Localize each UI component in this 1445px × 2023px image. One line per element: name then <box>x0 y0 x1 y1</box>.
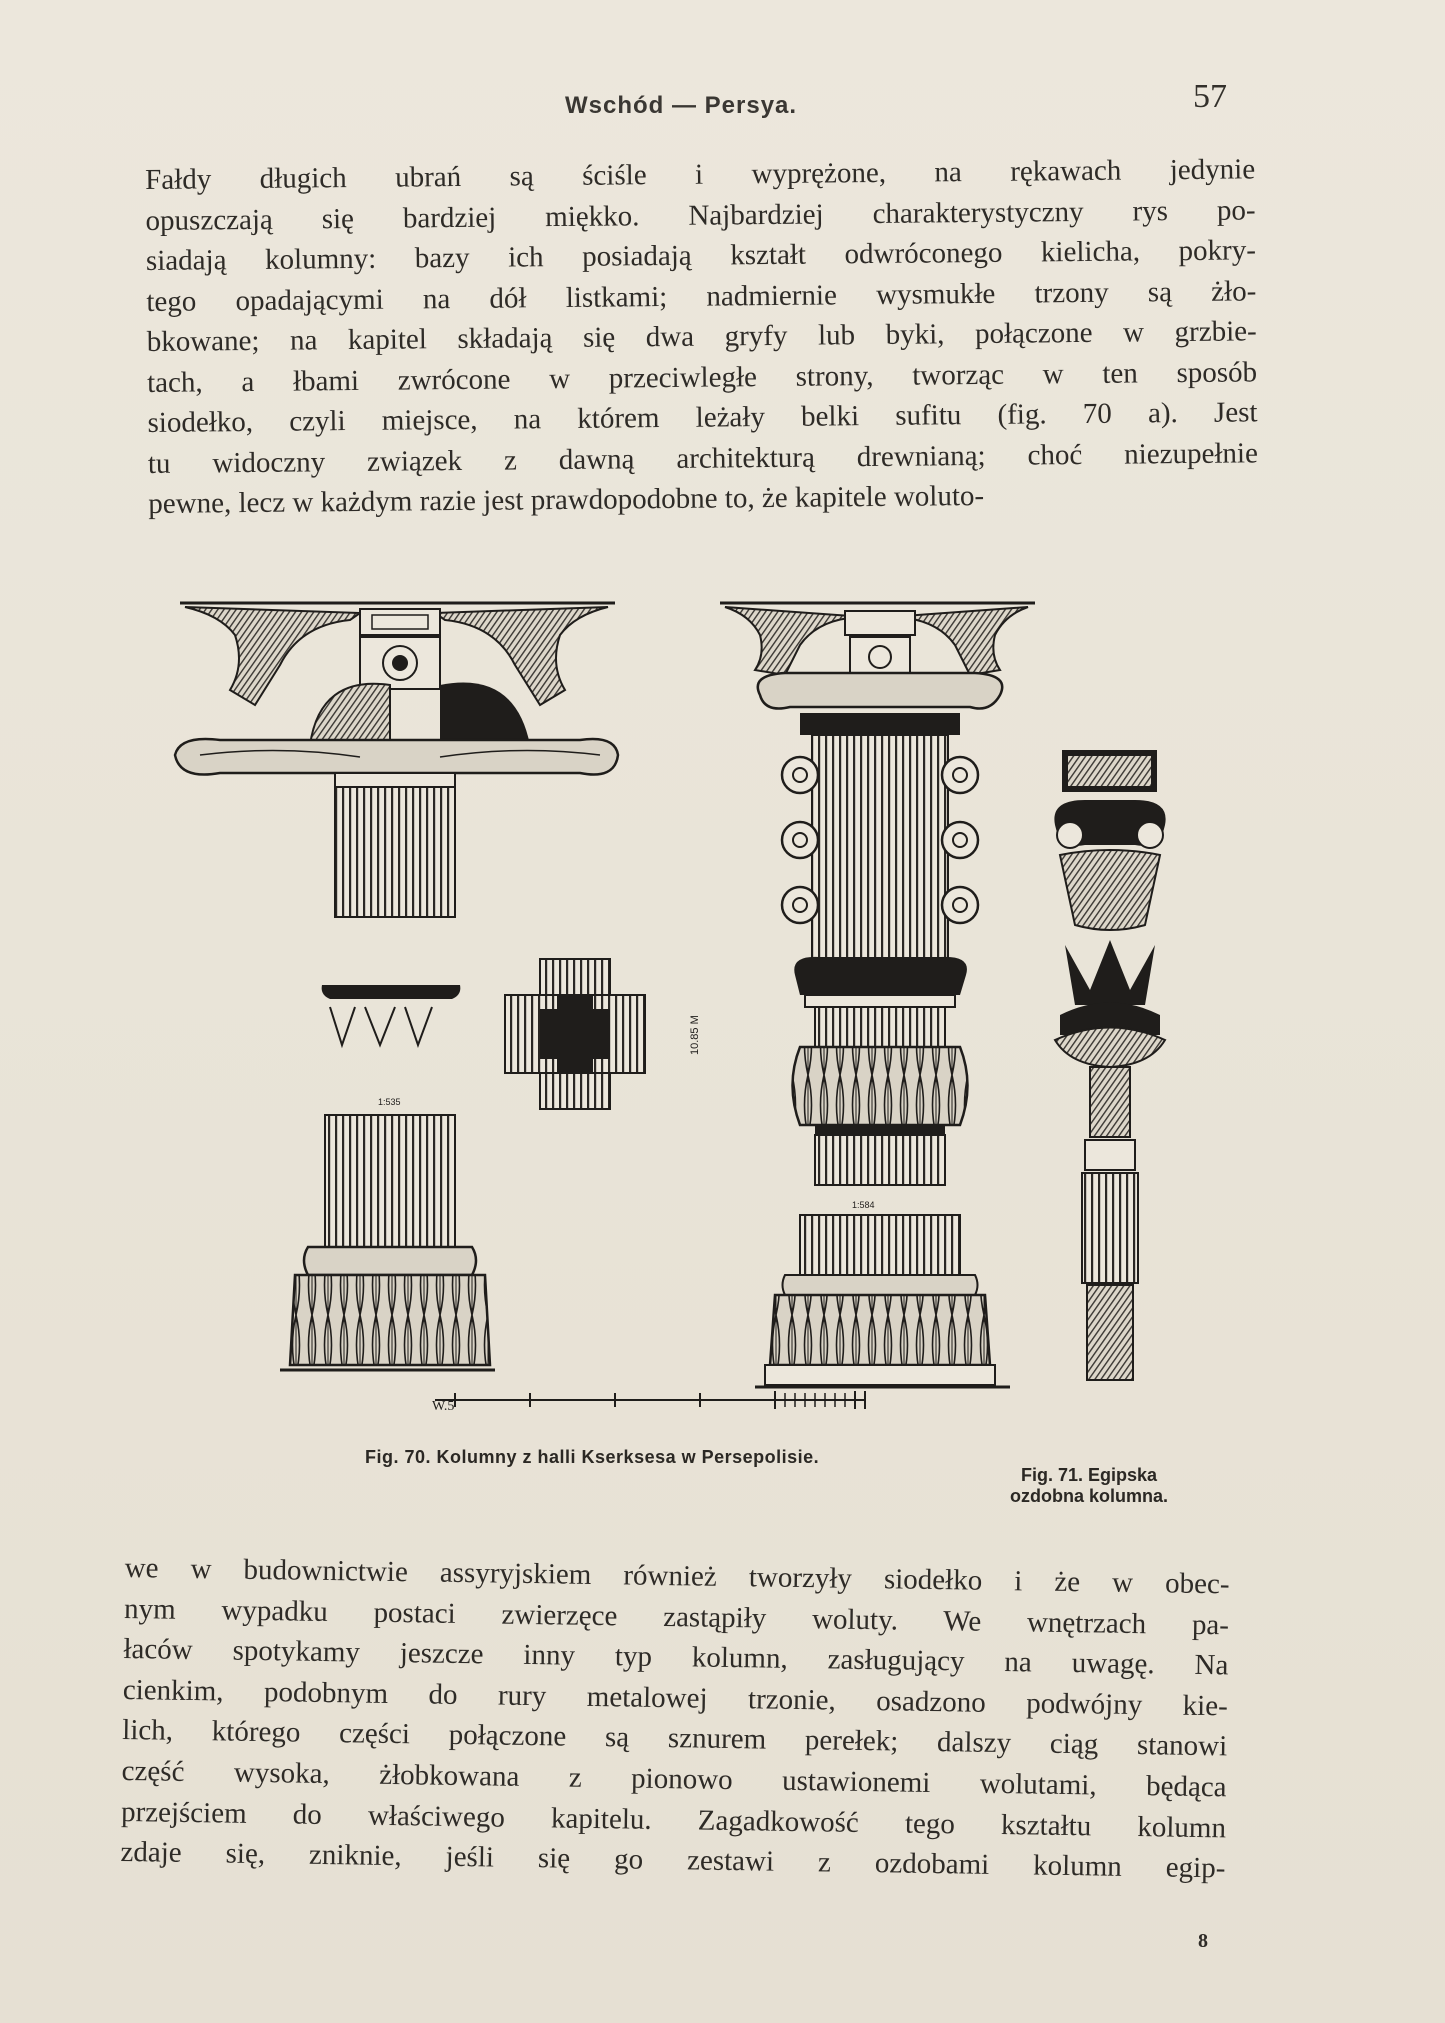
text-line: lich, którego części połączone są sznurem perełek; dalszy ciąg stanowi <box>122 1714 1228 1763</box>
fluted-shaft-upper <box>335 787 455 917</box>
text-block-top <box>145 149 1258 524</box>
text-line: część wysoka, żłobkowana z pionowo ustawionemi wolutami, będąca <box>121 1754 1227 1804</box>
bell-base-drawing <box>280 1247 495 1370</box>
text-line: zdaje się, zniknie, jeśli się go zestawi z ozdobami kolumn egip- <box>120 1836 1226 1885</box>
engraving-svg <box>160 595 1250 1425</box>
text-line: pewne, lecz w każdym razie jest prawdopodobne to, że kapitele woluto- <box>148 479 985 520</box>
text-line: we w budownictwie assyryjskiem również tworzyły siodełko i że w obec- <box>124 1551 1230 1601</box>
fluted-shaft-lower <box>325 1115 455 1247</box>
text-line: łaców spotykamy jeszcze inny typ kolumn, zasługujący na uwagę. Na <box>123 1633 1229 1682</box>
text-line: tu widoczny związek z dawną architekturą drewnianą; choć niezupełnie <box>147 436 1259 480</box>
egyptian-column-drawing <box>1054 750 1165 1380</box>
text-line: tach, a łbami zwrócone w przeciwległe strony, tworząc w ten sposób <box>146 355 1258 399</box>
mark-plan: 10.85 M <box>689 1015 701 1055</box>
running-head: Wschód — Persya. <box>565 92 798 119</box>
figure-71-caption-line: Fig. 71. Egipska <box>1020 1465 1158 1485</box>
figure-71-caption <box>1010 1465 1168 1507</box>
page-header <box>0 78 1445 128</box>
moulding-fragment <box>322 985 461 1045</box>
tall-column-drawing <box>720 603 1035 1387</box>
figure-70-caption: Fig. 70. Kolumny z halli Kserksesa w Persepolisie. <box>365 1447 820 1467</box>
column-plan-drawing <box>505 959 645 1109</box>
figure-71-caption-line: ozdobna kolumna. <box>1010 1486 1169 1506</box>
text-line: tego opadającymi na dół listkami; nadmiernie wysmukłe trzony są żło- <box>146 274 1257 318</box>
mark-base: 1:535 <box>378 1097 401 1107</box>
text-line: Fałdy długich ubrań są ściśle i wyprężone, na rękawach jedynie <box>145 153 1256 196</box>
page-number: 57 <box>1193 78 1227 115</box>
mark-shaft: 1:584 <box>852 1200 875 1210</box>
text-line: siadają kolumny: bazy ich posiadają kształt odwróconego kielicha, pokry- <box>145 234 1257 277</box>
text-block-bottom <box>120 1548 1230 1889</box>
text-line: nym wypadku postaci zwierzęce zastąpiły woluty. We wnętrzach pa- <box>123 1592 1230 1641</box>
text-line: opuszczają się bardziej miękko. Najbardziej charakterystyczny rys po- <box>145 193 1256 237</box>
scale-label: W.5 <box>432 1399 455 1414</box>
scale-bar <box>432 1391 865 1414</box>
text-line: cienkim, podobnym do rury metalowej trzonie, osadzono podwójny kie- <box>122 1673 1229 1723</box>
text-line: bkowane; na kapitel składają się dwa gryfy lub byki, połączone w grzbie- <box>146 315 1257 358</box>
column-illustration <box>160 595 1250 1425</box>
text-line: siodełko, czyli miejsce, na którem leżały belki sufitu (fig. 70 a). Jest <box>147 396 1258 439</box>
text-line: przejściem do właściwego kapitelu. Zagadkowość tego kształtu kolumn <box>120 1795 1227 1844</box>
printer-signature: 8 <box>1198 1930 1208 1952</box>
bull-capital-drawing <box>175 603 618 787</box>
